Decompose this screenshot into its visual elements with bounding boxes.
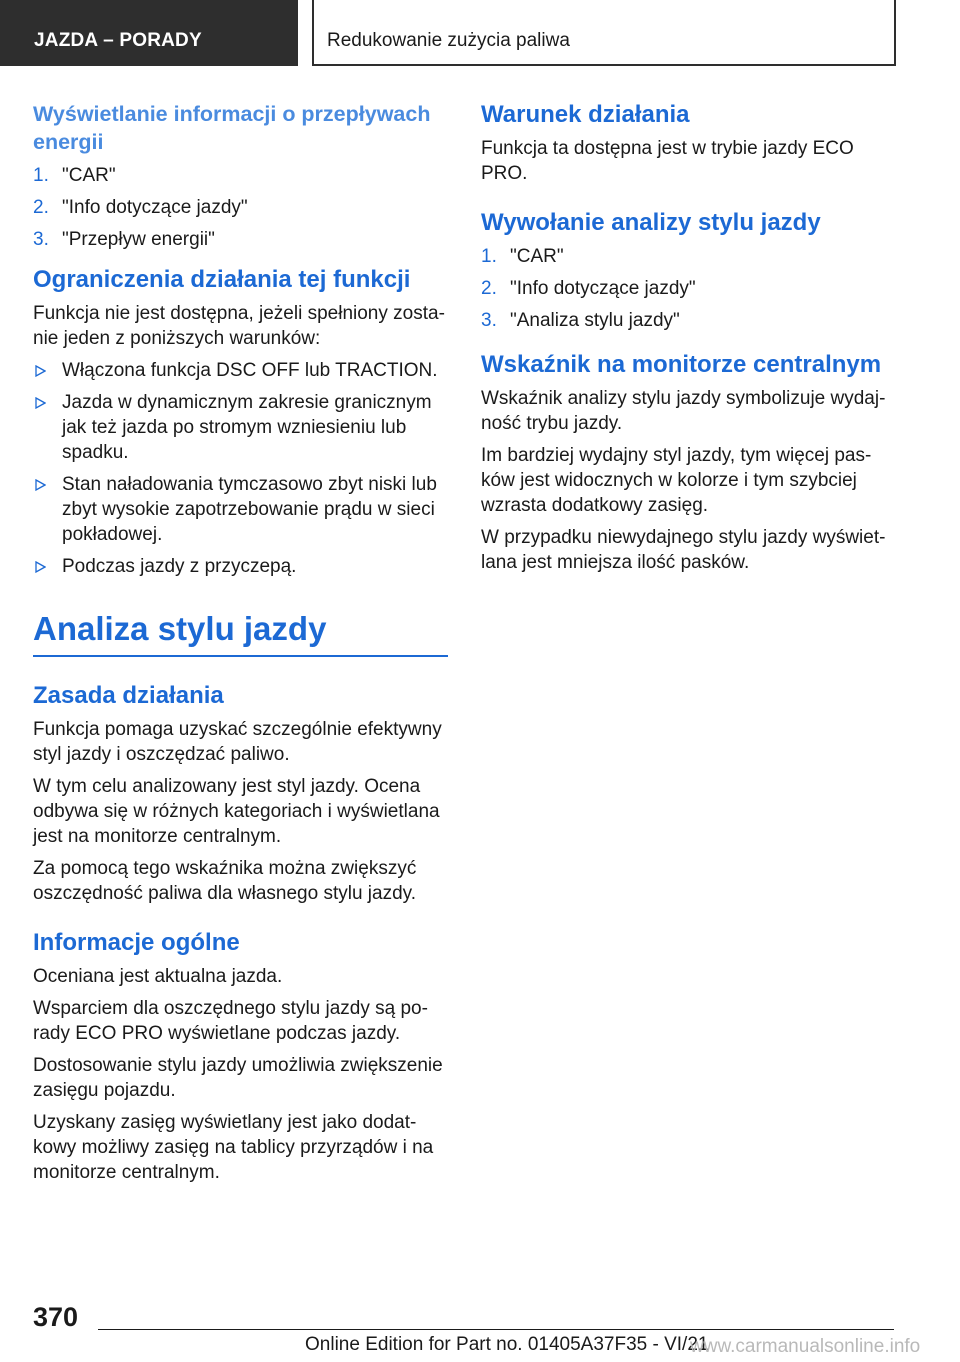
- step-number: 3.: [33, 229, 49, 250]
- principle-paragraph: Za pomocą tego wskaźnika można zwiększyć oszczędność paliwa dla własnego stylu jazdy.: [33, 858, 417, 904]
- indicator-heading: Wskaźnik na monitorze centralnym: [481, 351, 882, 378]
- indicator-paragraph: Wskaźnik analizy stylu jazdy symbolizuje wydajność trybu jazdy.: [481, 388, 886, 434]
- list-item: [33, 554, 448, 579]
- limitation-text: Jazda w dynamicznym zakresie granicznym jak też jazda po stromym wzniesieniu lub spadku.: [62, 392, 432, 463]
- list-item: [33, 227, 448, 252]
- step-text: "CAR": [510, 246, 564, 267]
- condition-heading: Warunek działania: [481, 101, 690, 128]
- invoke-steps: [481, 244, 896, 333]
- step-number: 3.: [481, 310, 497, 331]
- header-section-label: JAZDA – PORADY: [34, 30, 202, 51]
- list-item: [481, 244, 896, 269]
- limitation-text: Podczas jazdy z przyczepą.: [62, 556, 297, 577]
- limitations-intro: Funkcja nie jest dostępna, jeżeli spełniony zostanie jeden z poniższych warunków:: [33, 303, 445, 349]
- limitation-text: Włączona funkcja DSC OFF lub TRACTION.: [62, 360, 438, 381]
- indicator-paragraph: W przypadku niewydajnego stylu jazdy wyświetlana jest mniejsza ilość pasków.: [481, 527, 886, 573]
- limitation-text: Stan naładowania tymczasowo zbyt niski lub zbyt wysokie zapotrzebowanie prądu w sieci pokładowej.: [62, 474, 437, 545]
- list-item: [33, 195, 448, 220]
- footer-divider: [98, 1329, 894, 1330]
- principle-heading: Zasada działania: [33, 682, 224, 709]
- step-number: 1.: [481, 246, 497, 267]
- indicator-paragraph: Im bardziej wydajny styl jazdy, tym więcej pasków jest widocznych w kolorze i tym szybciej wzrasta dodatkowy zasięg.: [481, 445, 872, 516]
- general-heading: Informacje ogólne: [33, 929, 240, 956]
- list-item: [33, 358, 448, 383]
- header-section-tab: [0, 0, 298, 66]
- list-item: [481, 276, 896, 301]
- step-text: "Info dotyczące jazdy": [510, 278, 696, 299]
- principle-paragraph: W tym celu analizowany jest styl jazdy. Ocena odbywa się w różnych kategoriach i wyświetlana jest na monitorze centralnym.: [33, 776, 440, 847]
- principle-paragraph: Funkcja pomaga uzyskać szczególnie efektywny styl jazdy i oszczędzać paliwo.: [33, 719, 442, 765]
- step-text: "Info dotyczące jazdy": [62, 197, 248, 218]
- general-paragraph: Oceniana jest aktualna jazda.: [33, 966, 283, 987]
- list-item: [33, 163, 448, 188]
- right-column: [481, 100, 896, 582]
- invoke-heading: Wywołanie analizy stylu jazdy: [481, 209, 821, 236]
- energy-flow-heading: Wyświetlanie informacji o przepływach energii: [33, 102, 431, 154]
- triangle-bullet-icon: [35, 479, 46, 491]
- limitations-list: [33, 358, 448, 579]
- limitations-heading: Ograniczenia działania tej funkcji: [33, 266, 411, 293]
- general-paragraph: Dostosowanie stylu jazdy umożliwia zwiększenie zasięgu pojazdu.: [33, 1055, 443, 1101]
- step-text: "Przepływ energii": [62, 229, 215, 250]
- general-paragraph: Wsparciem dla oszczędnego stylu jazdy są porady ECO PRO wyświetlane podczas jazdy.: [33, 998, 428, 1044]
- analysis-heading: Analiza stylu jazdy: [33, 609, 448, 657]
- header-chapter-tab: [312, 0, 896, 66]
- general-paragraph: Uzyskany zasięg wyświetlany jest jako dodatkowy możliwy zasięg na tablicy przyrządów i na monitorze centralnym.: [33, 1112, 434, 1183]
- step-text: "CAR": [62, 165, 116, 186]
- page-number: 370: [33, 1302, 79, 1332]
- step-number: 2.: [481, 278, 497, 299]
- triangle-bullet-icon: [35, 365, 46, 377]
- watermark: www.carmanualsonline.info: [690, 1336, 921, 1357]
- energy-flow-steps: [33, 163, 448, 252]
- list-item: [33, 472, 448, 547]
- step-text: "Analiza stylu jazdy": [510, 310, 680, 331]
- left-column: [33, 100, 448, 1192]
- header-chapter-label: Redukowanie zużycia paliwa: [327, 30, 570, 51]
- footer-edition: Online Edition for Part no. 01405A37F35 - VI/21: [305, 1334, 709, 1355]
- step-number: 2.: [33, 197, 49, 218]
- step-number: 1.: [33, 165, 49, 186]
- triangle-bullet-icon: [35, 397, 46, 409]
- list-item: [481, 308, 896, 333]
- list-item: [33, 390, 448, 465]
- condition-text: Funkcja ta dostępna jest w trybie jazdy ECO PRO.: [481, 138, 854, 184]
- triangle-bullet-icon: [35, 561, 46, 573]
